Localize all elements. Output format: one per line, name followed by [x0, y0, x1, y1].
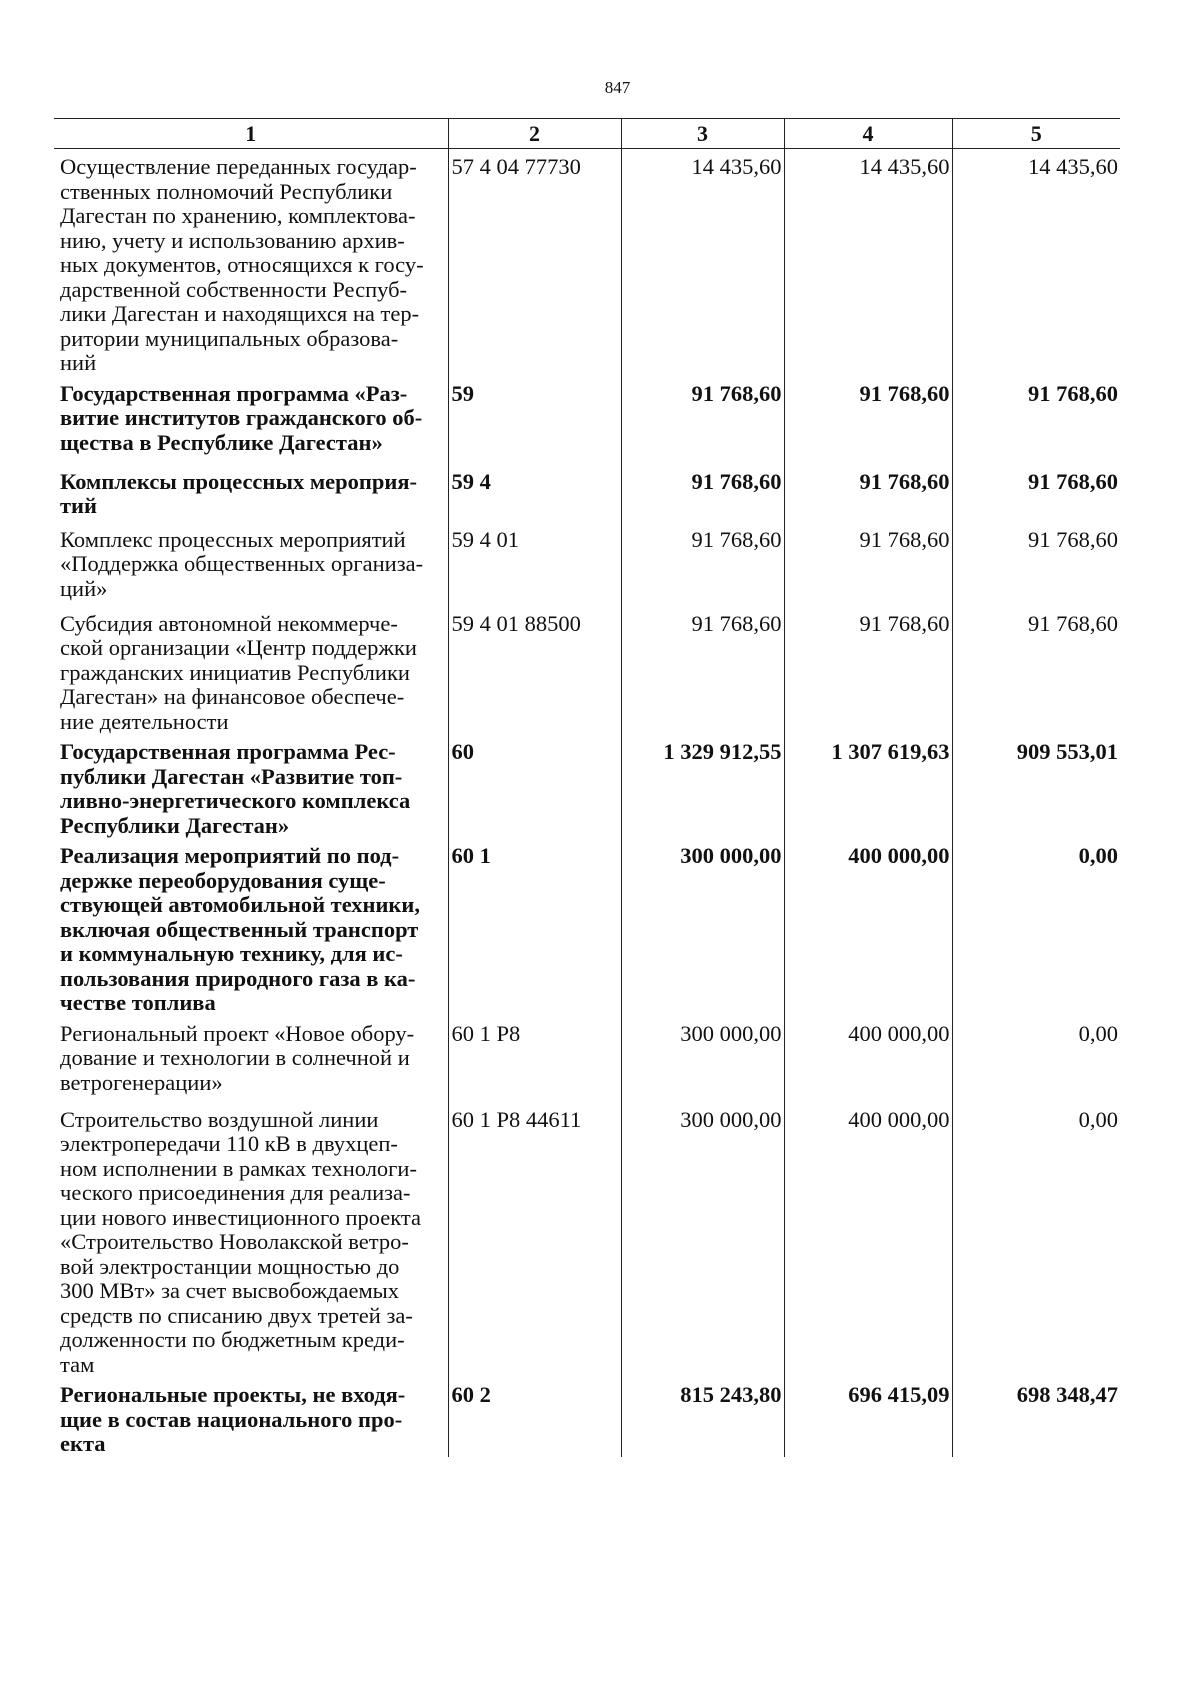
row-name-line: «Строительство Новолакской ветро-: [60, 1229, 409, 1254]
row-name-line: Субсидия автономной некоммерче-: [60, 610, 398, 636]
table-row: [54, 734, 1120, 838]
table-row: [54, 1377, 1120, 1457]
row-name-line: Комплексы процессных мероприя-: [60, 468, 418, 494]
row-name-line: и коммунальную технику, для ис-: [60, 941, 403, 966]
row-value-col4: 91 768,60: [784, 376, 952, 464]
row-name-line: ции нового инвестиционного проекта: [60, 1204, 422, 1230]
row-name: [54, 149, 448, 376]
table-row: [54, 149, 1120, 376]
row-name-line: честве топлива: [60, 990, 216, 1015]
row-code: 60 1: [448, 838, 621, 1016]
row-name-line: ном исполнении в рамках технологи-: [60, 1155, 417, 1181]
header-col-1: 1: [54, 119, 448, 149]
row-name-line: Республики Дагестан»: [60, 812, 290, 838]
row-value-col4: 91 768,60: [784, 522, 952, 606]
table-body: [54, 149, 1120, 1458]
row-value-col3: 300 000,00: [621, 838, 784, 1016]
row-name-line: включая общественный транспорт: [60, 916, 419, 942]
row-name-line: держке переоборудования суще-: [60, 867, 386, 893]
row-value-col5: 14 435,60: [952, 149, 1120, 376]
header-row: [54, 119, 1120, 149]
row-name-line: Дагестан по хранению, комплектова-: [60, 203, 416, 228]
row-name-line: витие институтов гражданского об-: [60, 405, 423, 430]
row-name-line: Строительство воздушной линии: [60, 1106, 379, 1132]
row-name-line: Комплекс процессных мероприятий: [60, 526, 406, 552]
row-name-line: Государственная программа Рес-: [60, 739, 396, 764]
row-name-line: Региональный проект «Новое обору-: [60, 1020, 415, 1046]
row-name-line: Региональные проекты, не входя-: [60, 1382, 406, 1407]
row-code: 59 4 01: [448, 522, 621, 606]
row-name-line: ние деятельности: [60, 708, 229, 734]
row-code: 60 1 P8 44611: [448, 1102, 621, 1378]
row-value-col4: 1 307 619,63: [784, 734, 952, 838]
row-name: [54, 838, 448, 1016]
row-name-line: дарственной собственности Респуб-: [60, 276, 408, 302]
row-name-line: публики Дагестан «Развитие топ-: [60, 763, 403, 789]
row-code: 59: [448, 376, 621, 464]
row-name-line: электропередачи 110 кВ в двухцеп-: [60, 1131, 398, 1156]
row-code: 59 4: [448, 464, 621, 522]
row-code: 60 2: [448, 1377, 621, 1457]
row-name-line: средств по списанию двух третей за-: [60, 1302, 413, 1328]
row-name: [54, 464, 448, 522]
table-row: [54, 464, 1120, 522]
row-name-line: ций»: [60, 575, 108, 601]
row-value-col3: 1 329 912,55: [621, 734, 784, 838]
row-value-col3: 300 000,00: [621, 1016, 784, 1102]
row-value-col4: 696 415,09: [784, 1377, 952, 1457]
row-name-line: Государственная программа «Раз-: [60, 380, 408, 406]
row-name-line: ний: [60, 350, 97, 375]
row-name-line: Дагестан» на финансовое обеспече-: [60, 684, 405, 709]
row-value-col3: 91 768,60: [621, 376, 784, 464]
row-value-col5: 91 768,60: [952, 606, 1120, 735]
row-name-line: ческого присоединения для реализа-: [60, 1180, 411, 1205]
row-name-line: гражданских инициатив Республики: [60, 659, 410, 685]
row-name-line: долженности по бюджетным креди-: [60, 1327, 405, 1352]
table-row: [54, 1102, 1120, 1378]
header-col-3: 3: [621, 119, 784, 149]
row-name-line: щества в Республике Дагестан»: [60, 429, 383, 455]
row-name: [54, 1102, 448, 1378]
row-name-line: «Поддержка общественных организа-: [60, 551, 424, 576]
page-number: 847: [604, 78, 631, 97]
row-value-col5: 0,00: [952, 1102, 1120, 1378]
header-col-4: 4: [784, 119, 952, 149]
row-name-line: лики Дагестан и находящихся на тер-: [60, 301, 420, 326]
row-value-col4: 14 435,60: [784, 149, 952, 376]
row-name: [54, 606, 448, 735]
row-name-line: тий: [60, 493, 97, 518]
row-name-line: ливно-энергетического комплекса: [60, 788, 411, 813]
budget-table: [54, 118, 1120, 1457]
row-value-col4: 91 768,60: [784, 606, 952, 735]
row-value-col5: 0,00: [952, 838, 1120, 1016]
header-col-2: 2: [448, 119, 621, 149]
row-name-line: пользования природного газа в ка-: [60, 965, 416, 991]
row-value-col5: 698 348,47: [952, 1377, 1120, 1457]
row-code: 60 1 P8: [448, 1016, 621, 1102]
row-name-line: 300 МВт» за счет высвобождаемых: [60, 1278, 400, 1303]
row-name-line: дование и технологии в солнечной и: [60, 1045, 410, 1070]
row-value-col5: 91 768,60: [952, 376, 1120, 464]
table-row: [54, 606, 1120, 735]
row-name: [54, 1377, 448, 1457]
row-value-col5: 0,00: [952, 1016, 1120, 1102]
row-value-col3: 91 768,60: [621, 606, 784, 735]
row-name-line: ветрогенерации»: [60, 1069, 223, 1095]
row-value-col3: 300 000,00: [621, 1102, 784, 1378]
row-name-line: ных документов, относящихся к госу-: [60, 252, 424, 277]
row-name-line: нию, учету и использованию архив-: [60, 227, 405, 253]
row-name-line: вой электростанции мощностью до: [60, 1253, 400, 1279]
row-name: [54, 376, 448, 464]
row-value-col4: 400 000,00: [784, 1016, 952, 1102]
table-row: [54, 376, 1120, 464]
row-code: 57 4 04 77730: [448, 149, 621, 376]
row-value-col4: 91 768,60: [784, 464, 952, 522]
row-name-line: ритории муниципальных образова-: [60, 325, 399, 351]
row-value-col5: 91 768,60: [952, 522, 1120, 606]
row-name-line: Осуществление переданных государ-: [60, 154, 417, 179]
row-code: 59 4 01 88500: [448, 606, 621, 735]
row-value-col5: 909 553,01: [952, 734, 1120, 838]
row-name-line: щие в состав национального про-: [60, 1406, 403, 1432]
row-name-line: ственных полномочий Республики: [60, 178, 393, 204]
row-value-col3: 14 435,60: [621, 149, 784, 376]
row-value-col4: 400 000,00: [784, 838, 952, 1016]
row-value-col4: 400 000,00: [784, 1102, 952, 1378]
table-row: [54, 522, 1120, 606]
row-code: 60: [448, 734, 621, 838]
row-value-col3: 815 243,80: [621, 1377, 784, 1457]
row-name-line: Реализация мероприятий по под-: [60, 843, 400, 868]
row-name-line: ствующей автомобильной техники,: [60, 892, 420, 917]
row-name: [54, 1016, 448, 1102]
row-name-line: екта: [60, 1431, 106, 1456]
row-value-col3: 91 768,60: [621, 522, 784, 606]
header-col-5: 5: [952, 119, 1120, 149]
row-value-col5: 91 768,60: [952, 464, 1120, 522]
row-name-line: ской организации «Центр поддержки: [60, 635, 417, 660]
row-name: [54, 734, 448, 838]
row-value-col3: 91 768,60: [621, 464, 784, 522]
table-row: [54, 1016, 1120, 1102]
table-row: [54, 838, 1120, 1016]
row-name: [54, 522, 448, 606]
row-name-line: там: [60, 1351, 95, 1377]
table-header: [54, 119, 1120, 149]
